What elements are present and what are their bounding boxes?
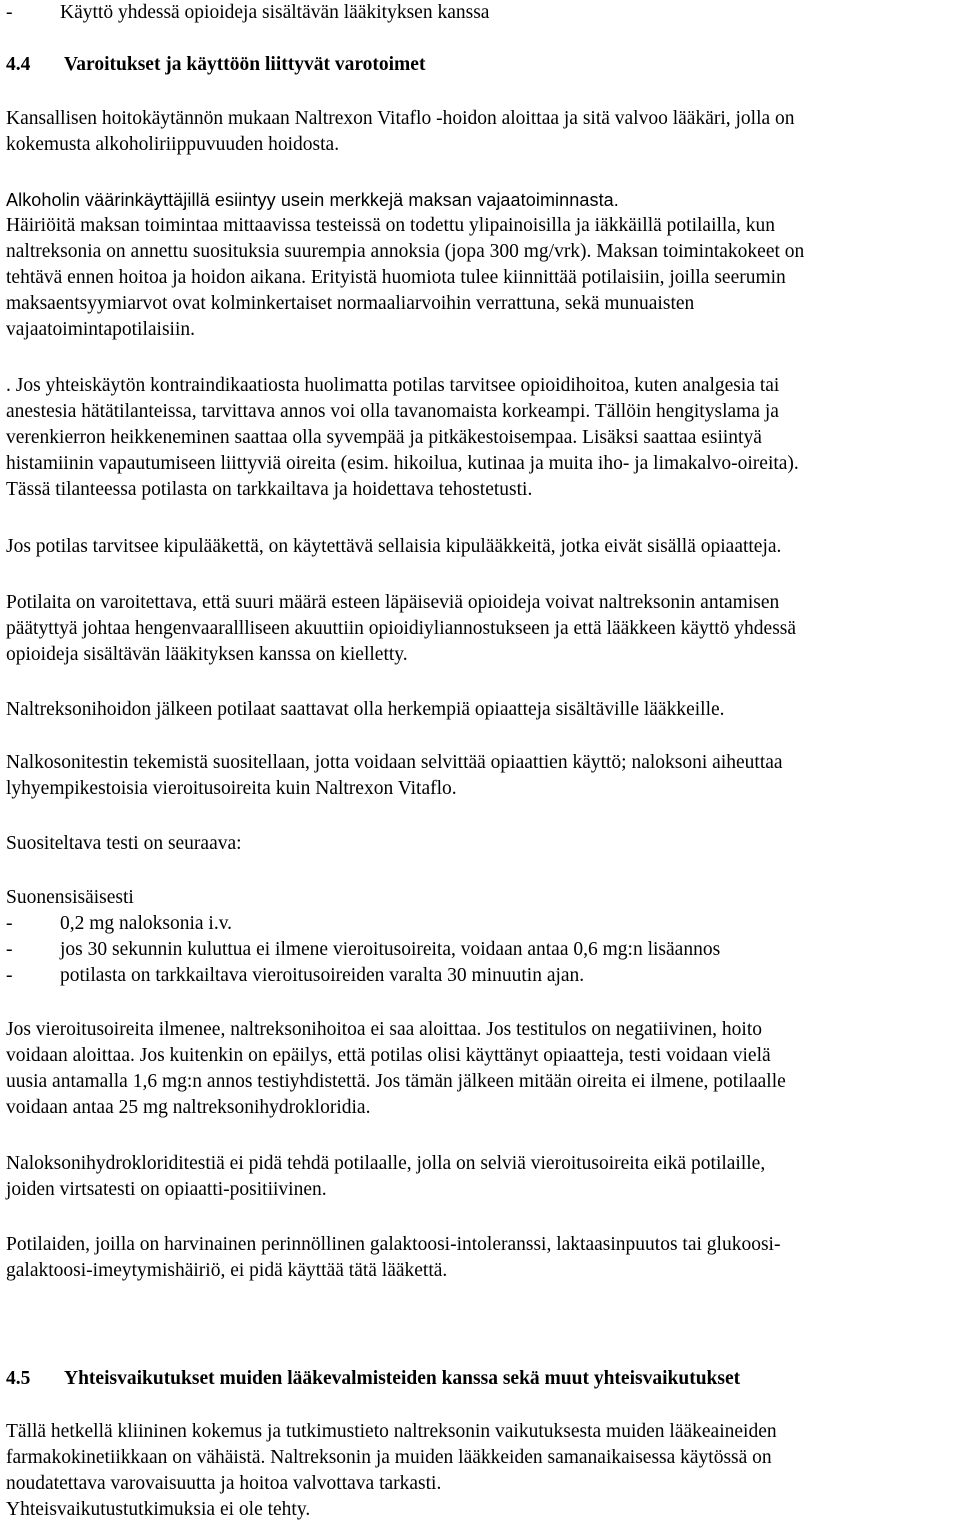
paragraph-line: voidaan aloittaa. Jos kuitenkin on epäilys, että potilas olisi käyttänyt opiaatteja, testi voidaan vielä [6, 1045, 771, 1066]
paragraph-line: Naloksonihydrokloriditestiä ei pidä tehdä potilaalle, jolla on selviä vieroitusoireita eikä potilaille, [6, 1153, 766, 1174]
paragraph-line: Tällä hetkellä kliininen kokemus ja tutkimustieto naltreksonin vaikutuksesta muiden lääkeaineiden [6, 1421, 777, 1442]
list-item: - potilasta on tarkkailtava vieroitusoireiden varalta 30 minuutin ajan. [6, 965, 585, 986]
paragraph-line: päätyttyä johtaa hengenvaarallliseen akuuttiin opioidiyliannostukseen ja että lääkkeen käyttö yhdessä [6, 618, 797, 639]
paragraph-line: Naltreksonihoidon jälkeen potilaat saattavat olla herkempiä opiaatteja sisältäville lääkkeille. [6, 699, 725, 720]
paragraph-line: Alkoholin väärinkäyttäjillä esiintyy usein merkkejä maksan vajaatoiminnasta. [6, 190, 619, 210]
paragraph-line: joiden virtsatesti on opiaatti-positiivinen. [6, 1179, 327, 1200]
paragraph-line: opioideja sisältävän lääkityksen kanssa on kielletty. [6, 644, 408, 665]
paragraph-line: voidaan antaa 25 mg naltreksonihydrokloridia. [6, 1097, 371, 1118]
paragraph-line: Suonensisäisesti [6, 887, 134, 908]
paragraph-line: verenkierron heikkeneminen saattaa olla syvempää ja pitkäkestoisempaa. Lisäksi saattaa esiintyä [6, 427, 762, 448]
list-item: - jos 30 sekunnin kuluttua ei ilmene vieroitusoireita, voidaan antaa 0,6 mg:n lisäannos [6, 939, 721, 960]
paragraph-line: uusia antamalla 1,6 mg:n annos testiyhdistettä. Jos tämän jälkeen mitään oireita ei ilmene, potilaalle [6, 1071, 786, 1092]
paragraph-line: Suositeltava testi on seuraava: [6, 833, 242, 854]
paragraph-line: . Jos yhteiskäytön kontraindikaatiosta huolimatta potilas tarvitsee opioidihoitoa, kuten analgesia tai [6, 375, 780, 396]
paragraph-line: Tässä tilanteessa potilasta on tarkkailtava ja hoidettava tehostetusti. [6, 479, 533, 500]
paragraph-line: Jos potilas tarvitsee kipulääkettä, on käytettävä sellaisia kipulääkkeitä, jotka eivät sisällä opiaatteja. [6, 536, 782, 557]
paragraph-line: vajaatoimintapotilaisiin. [6, 319, 196, 340]
paragraph-line: farmakokinetiikkaan on vähäistä. Naltreksonin ja muiden lääkkeiden samanaikaisessa käytössä on [6, 1447, 772, 1468]
paragraph-line: Häiriöitä maksan toimintaa mittaavissa testeissä on todettu ylipainoisilla ja iäkkäillä potilailla, kun [6, 215, 775, 236]
section-heading-4-4: 4.4 Varoitukset ja käyttöön liittyvät varotoimet [6, 54, 426, 75]
paragraph-line: lyhyempikestoisia vieroitusoireita kuin Naltrexon Vitaflo. [6, 778, 457, 799]
paragraph-line: Yhteisvaikutustutkimuksia ei ole tehty. [6, 1499, 311, 1520]
paragraph-line: kokemusta alkoholiriippuvuuden hoidosta. [6, 134, 340, 155]
paragraph-line: Potilaiden, joilla on harvinainen perinnöllinen galaktoosi-intoleranssi, laktaasinpuutos tai glukoosi- [6, 1234, 781, 1255]
paragraph-line: Jos vieroitusoireita ilmenee, naltreksonihoitoa ei saa aloittaa. Jos testitulos on negatiivinen, hoito [6, 1019, 763, 1040]
paragraph-line: anestesia hätätilanteissa, tarvittava annos voi olla tavanomaista korkeampi. Tällöin hengityslama ja [6, 401, 779, 422]
paragraph-line: galaktoosi-imeytymishäiriö, ei pidä käyttää tätä lääkettä. [6, 1260, 448, 1281]
paragraph-line: Potilaita on varoitettava, että suuri määrä esteen läpäiseviä opioideja voivat naltreksonin antamisen [6, 592, 780, 613]
list-item: - 0,2 mg naloksonia i.v. [6, 913, 233, 934]
paragraph-line: histamiinin vapautumiseen liittyviä oireita (esim. hikoilua, kutinaa ja muita iho- ja limakalvo-oireita). [6, 453, 799, 474]
paragraph-line: maksaentsyymiarvot ovat kolminkertaiset normaaliarvoihin verrattuna, sekä munuaisten [6, 293, 695, 314]
section-heading-4-5: 4.5 Yhteisvaikutukset muiden lääkevalmisteiden kanssa sekä muut yhteisvaikutukset [6, 1368, 741, 1389]
paragraph-line: naltreksonia on annettu suosituksia suurempia annoksia (jopa 300 mg/vrk). Maksan toimintakokeet on [6, 241, 805, 262]
paragraph-line: Nalkosonitestin tekemistä suositellaan, jotta voidaan selvittää opiaattien käyttö; naloksoni aiheuttaa [6, 752, 783, 773]
paragraph-line: Kansallisen hoitokäytännön mukaan Naltrexon Vitaflo -hoidon aloittaa ja sitä valvoo lääkäri, jolla on [6, 108, 795, 129]
paragraph-line: tehtävä ennen hoitoa ja hoidon aikana. Erityistä huomiota tulee kiinnittää potilaisiin, joilla seerumin [6, 267, 786, 288]
list-item: - Käyttö yhdessä opioideja sisältävän lääkityksen kanssa [6, 2, 490, 23]
paragraph-line: noudatettava varovaisuutta ja hoitoa valvottava tarkasti. [6, 1473, 442, 1494]
